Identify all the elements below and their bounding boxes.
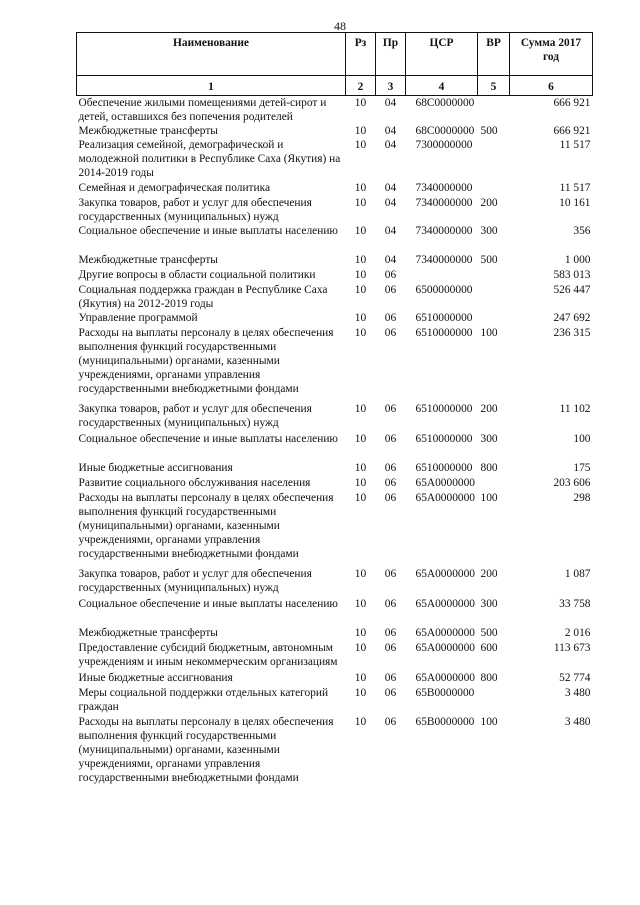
column-number: 5 (478, 76, 510, 96)
row-pr: 06 (384, 269, 397, 281)
row-rz: 10 (354, 284, 367, 296)
row-name: Иные бюджетные ассигнования (78, 672, 233, 684)
row-csr: 6510000000 (415, 312, 473, 324)
row-csr: 6510000000 (415, 403, 473, 415)
row-sum: 583 013 (553, 269, 591, 281)
row-vr: 600 (480, 642, 498, 654)
row-vr: 100 (480, 492, 498, 504)
table-row (77, 196, 593, 224)
row-pr: 06 (384, 477, 397, 489)
page-number: 48 (334, 19, 346, 33)
row-vr: 100 (480, 716, 498, 728)
budget-table (76, 32, 593, 789)
row-pr: 06 (384, 403, 397, 415)
table-row (77, 461, 593, 476)
row-sum: 3 480 (564, 687, 591, 699)
row-pr: 06 (384, 433, 397, 445)
column-number: 3 (376, 76, 406, 96)
table-row (77, 138, 593, 181)
row-pr: 06 (384, 672, 397, 684)
row-csr: 65А0000000 (415, 568, 475, 580)
row-rz: 10 (354, 433, 367, 445)
row-vr (478, 686, 510, 715)
row-pr: 06 (384, 627, 397, 639)
row-vr (478, 476, 510, 491)
table-row (77, 432, 593, 461)
row-name: Межбюджетные трансферты (78, 627, 218, 639)
row-rz: 10 (354, 462, 367, 474)
header-name: Наименование (77, 33, 346, 76)
row-name: Межбюджетные трансферты (78, 125, 218, 137)
row-pr: 06 (384, 492, 397, 504)
table-row (77, 476, 593, 491)
row-csr: 6510000000 (415, 433, 473, 445)
row-vr: 300 (480, 598, 498, 610)
row-rz: 10 (354, 492, 367, 504)
row-vr (478, 283, 510, 311)
header-vr: ВР (478, 33, 510, 76)
row-rz: 10 (354, 269, 367, 281)
table-row (77, 124, 593, 138)
row-sum: 11 517 (559, 139, 591, 151)
column-number: 1 (77, 76, 346, 96)
row-sum: 203 606 (553, 477, 591, 489)
row-csr: 7300000000 (415, 139, 473, 151)
table-header (77, 33, 593, 96)
row-rz: 10 (354, 225, 367, 237)
row-rz: 10 (354, 598, 367, 610)
row-vr: 500 (480, 125, 498, 137)
row-vr: 200 (480, 403, 498, 415)
table-row (77, 491, 593, 567)
row-rz: 10 (354, 197, 367, 209)
row-pr: 04 (384, 139, 397, 151)
row-sum: 175 (573, 462, 591, 474)
row-pr: 04 (384, 225, 397, 237)
row-name: Меры социальной поддержки отдельных категорий граждан (78, 687, 329, 713)
row-csr: 7340000000 (415, 225, 473, 237)
row-pr: 06 (384, 687, 397, 699)
row-sum: 11 517 (559, 182, 591, 194)
row-vr: 300 (480, 225, 498, 237)
row-rz: 10 (354, 182, 367, 194)
row-sum: 11 102 (559, 403, 591, 415)
row-rz: 10 (354, 139, 367, 151)
row-name: Реализация семейной, демографической и молодежной политики в Республике Саха (Якутия) на 2014-2019 годы (78, 139, 341, 179)
row-sum: 236 315 (553, 327, 591, 339)
row-rz: 10 (354, 716, 367, 728)
row-rz: 10 (354, 672, 367, 684)
row-pr: 04 (384, 125, 397, 137)
row-rz: 10 (354, 403, 367, 415)
row-pr: 04 (384, 197, 397, 209)
row-csr: 7340000000 (415, 197, 473, 209)
header-sum: Сумма 2017 год (510, 33, 593, 76)
column-number: 6 (510, 76, 593, 96)
row-name: Управление программой (78, 312, 198, 324)
row-pr: 06 (384, 568, 397, 580)
row-pr: 06 (384, 327, 397, 339)
row-pr: 06 (384, 312, 397, 324)
row-sum: 247 692 (553, 312, 591, 324)
row-csr: 65А0000000 (415, 627, 475, 639)
row-sum: 356 (573, 225, 591, 237)
row-sum: 52 774 (559, 672, 591, 684)
row-name: Расходы на выплаты персоналу в целях обеспечения выполнения функций государственными (муниципальными) органами, казенными учреждениями, органами управления государственными внебюджетными фондами (78, 327, 334, 395)
row-vr (478, 181, 510, 196)
header-pr: Пр (376, 33, 406, 76)
row-rz: 10 (354, 627, 367, 639)
column-number-row (77, 76, 593, 96)
row-csr: 65А0000000 (415, 477, 475, 489)
table-row (77, 283, 593, 311)
table-row (77, 268, 593, 283)
row-rz: 10 (354, 312, 367, 324)
row-name: Закупка товаров, работ и услуг для обеспечения государственных (муниципальных) нужд (78, 568, 312, 594)
row-csr: 6510000000 (415, 327, 473, 339)
row-sum: 113 673 (553, 642, 591, 654)
row-pr: 06 (384, 642, 397, 654)
table-row (77, 686, 593, 715)
table-row (77, 96, 593, 125)
row-sum: 33 758 (559, 598, 591, 610)
table-row (77, 626, 593, 641)
row-name: Закупка товаров, работ и услуг для обеспечения государственных (муниципальных) нужд (78, 403, 312, 429)
row-name: Закупка товаров, работ и услуг для обеспечения государственных (муниципальных) нужд (78, 197, 312, 223)
row-sum: 1 000 (564, 254, 591, 266)
row-csr: 7340000000 (415, 254, 473, 266)
table-row (77, 641, 593, 671)
row-name: Социальное обеспечение и иные выплаты населению (78, 598, 338, 610)
row-csr: 7340000000 (415, 182, 473, 194)
column-number: 2 (346, 76, 376, 96)
row-name: Развитие социального обслуживания населения (78, 477, 311, 489)
row-csr: 65А0000000 (415, 598, 475, 610)
row-rz: 10 (354, 687, 367, 699)
row-csr: 68С0000000 (415, 125, 475, 137)
row-vr (478, 311, 510, 326)
row-sum: 3 480 (564, 716, 591, 728)
header-rz: Рз (346, 33, 376, 76)
row-rz: 10 (354, 125, 367, 137)
table-row (77, 181, 593, 196)
row-rz: 10 (354, 477, 367, 489)
row-sum: 666 921 (553, 97, 591, 109)
row-vr: 300 (480, 433, 498, 445)
row-vr (478, 138, 510, 181)
row-name: Иные бюджетные ассигнования (78, 462, 233, 474)
row-pr: 06 (384, 462, 397, 474)
table-row (77, 311, 593, 326)
row-csr: 6500000000 (415, 284, 473, 296)
row-rz: 10 (354, 568, 367, 580)
row-pr: 06 (384, 716, 397, 728)
row-vr (478, 268, 510, 283)
row-vr: 200 (480, 568, 498, 580)
row-name: Предоставление субсидий бюджетным, автономным учреждениям и иным некоммерческим организациям (78, 642, 338, 668)
row-rz: 10 (354, 97, 367, 109)
table-row (77, 597, 593, 626)
row-rz: 10 (354, 642, 367, 654)
row-csr: 68С0000000 (415, 97, 475, 109)
row-sum: 666 921 (553, 125, 591, 137)
row-name: Межбюджетные трансферты (78, 254, 218, 266)
row-pr: 04 (384, 97, 397, 109)
row-vr: 500 (480, 254, 498, 266)
header-row (77, 33, 593, 76)
row-pr: 04 (384, 182, 397, 194)
row-pr: 04 (384, 254, 397, 266)
row-csr: 65А0000000 (415, 642, 475, 654)
row-pr: 06 (384, 598, 397, 610)
row-sum: 10 161 (559, 197, 591, 209)
row-csr: 6510000000 (415, 462, 473, 474)
row-rz: 10 (354, 254, 367, 266)
row-csr: 65В0000000 (415, 687, 475, 699)
row-csr (406, 268, 478, 283)
row-sum: 298 (573, 492, 591, 504)
row-name: Расходы на выплаты персоналу в целях обеспечения выполнения функций государственными (муниципальными) органами, казенными учреждениями, органами управления государственными внебюджетными фондами (78, 716, 334, 784)
table-row (77, 326, 593, 402)
row-pr: 06 (384, 284, 397, 296)
row-sum: 100 (573, 433, 591, 445)
row-vr: 800 (480, 462, 498, 474)
row-name: Другие вопросы в области социальной политики (78, 269, 316, 281)
row-vr: 800 (480, 672, 498, 684)
row-name: Обеспечение жилыми помещениями детей-сирот и детей, оставшихся без попечения родителей (78, 97, 327, 123)
row-vr: 200 (480, 197, 498, 209)
table-row (77, 402, 593, 432)
row-csr: 65А0000000 (415, 672, 475, 684)
row-name: Семейная и демографическая политика (78, 182, 271, 194)
row-vr: 500 (480, 627, 498, 639)
table-body (77, 96, 593, 790)
row-csr: 65В0000000 (415, 716, 475, 728)
row-name: Социальное обеспечение и иные выплаты населению (78, 433, 338, 445)
table-row (77, 567, 593, 597)
row-vr: 100 (480, 327, 498, 339)
column-number: 4 (406, 76, 478, 96)
row-name: Социальная поддержка граждан в Республике Саха (Якутия) на 2012-2019 годы (78, 284, 328, 310)
row-sum: 526 447 (553, 284, 591, 296)
row-sum: 2 016 (564, 627, 591, 639)
row-csr: 65А0000000 (415, 492, 475, 504)
table-row (77, 224, 593, 253)
row-name: Расходы на выплаты персоналу в целях обеспечения выполнения функций государственными (муниципальными) органами, казенными учреждениями, органами управления государственными внебюджетными фондами (78, 492, 334, 560)
row-rz: 10 (354, 327, 367, 339)
table-row (77, 671, 593, 686)
row-name: Социальное обеспечение и иные выплаты населению (78, 225, 338, 237)
table-row (77, 253, 593, 268)
row-sum: 1 087 (564, 568, 591, 580)
header-csr: ЦСР (406, 33, 478, 76)
row-vr (478, 96, 510, 125)
table-row (77, 715, 593, 789)
